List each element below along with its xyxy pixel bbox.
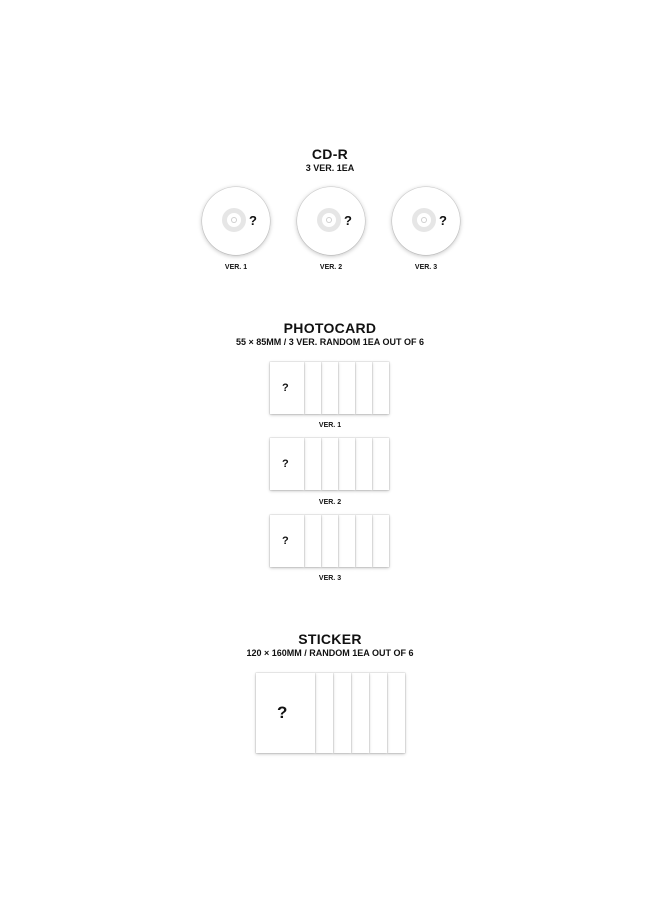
photocard-title: PHOTOCARD	[283, 320, 377, 336]
photocard-subtitle: 55 × 85MM / 3 VER. RANDOM 1EA OUT OF 6	[236, 337, 424, 347]
question-mark-icon: ?	[249, 213, 257, 228]
photocard	[372, 515, 389, 567]
photocard	[372, 362, 389, 414]
sticker-sheet	[387, 673, 405, 753]
photocard-stack-ver-2	[270, 438, 390, 490]
photocard	[338, 515, 355, 567]
sticker-sheet	[315, 673, 333, 753]
sticker-section-header	[0, 631, 660, 659]
cd-disc-ver-2	[297, 187, 365, 255]
photocard	[338, 438, 355, 490]
photocard-caption-ver-3: VER. 3	[318, 575, 342, 582]
photocard-front	[270, 362, 304, 414]
cd-caption-ver-1: VER. 1	[224, 264, 248, 271]
photocard-front	[270, 438, 304, 490]
cd-disc-ver-1	[202, 187, 270, 255]
photocard	[321, 438, 338, 490]
photocard	[304, 438, 321, 490]
cd-caption-ver-2: VER. 2	[319, 264, 343, 271]
photocard-section-header	[0, 320, 660, 348]
sticker-sheet	[369, 673, 387, 753]
sticker-subtitle: 120 × 160MM / RANDOM 1EA OUT OF 6	[246, 648, 414, 658]
sticker-sheet	[333, 673, 351, 753]
photocard-caption-ver-2: VER. 2	[318, 499, 342, 506]
cd-section-header	[0, 146, 660, 174]
sticker-title: STICKER	[298, 631, 362, 647]
cd-caption-ver-3: VER. 3	[414, 264, 438, 271]
question-mark-icon: ?	[282, 382, 289, 394]
photocard	[338, 362, 355, 414]
question-mark-icon: ?	[277, 703, 288, 722]
photocard	[321, 362, 338, 414]
question-mark-icon: ?	[282, 458, 289, 470]
cd-center-hole	[412, 208, 436, 232]
photocard-stack-ver-3	[270, 515, 390, 567]
photocard-front	[270, 515, 304, 567]
cd-center-hole	[222, 208, 246, 232]
photocard	[355, 362, 372, 414]
photocard-stack-ver-1	[270, 362, 390, 414]
question-mark-icon: ?	[282, 535, 289, 547]
cd-subtitle: 3 VER. 1EA	[305, 163, 355, 173]
cd-center-hole	[317, 208, 341, 232]
photocard-caption-ver-1: VER. 1	[318, 422, 342, 429]
photocard	[355, 438, 372, 490]
photocard	[304, 515, 321, 567]
sticker-sheet-front	[256, 673, 315, 753]
sticker-stack	[256, 673, 406, 753]
cd-disc-ver-3	[392, 187, 460, 255]
photocard	[355, 515, 372, 567]
sticker-sheet	[351, 673, 369, 753]
photocard	[372, 438, 389, 490]
photocard	[321, 515, 338, 567]
question-mark-icon: ?	[439, 213, 447, 228]
question-mark-icon: ?	[344, 213, 352, 228]
cd-title: CD-R	[311, 146, 349, 162]
photocard	[304, 362, 321, 414]
